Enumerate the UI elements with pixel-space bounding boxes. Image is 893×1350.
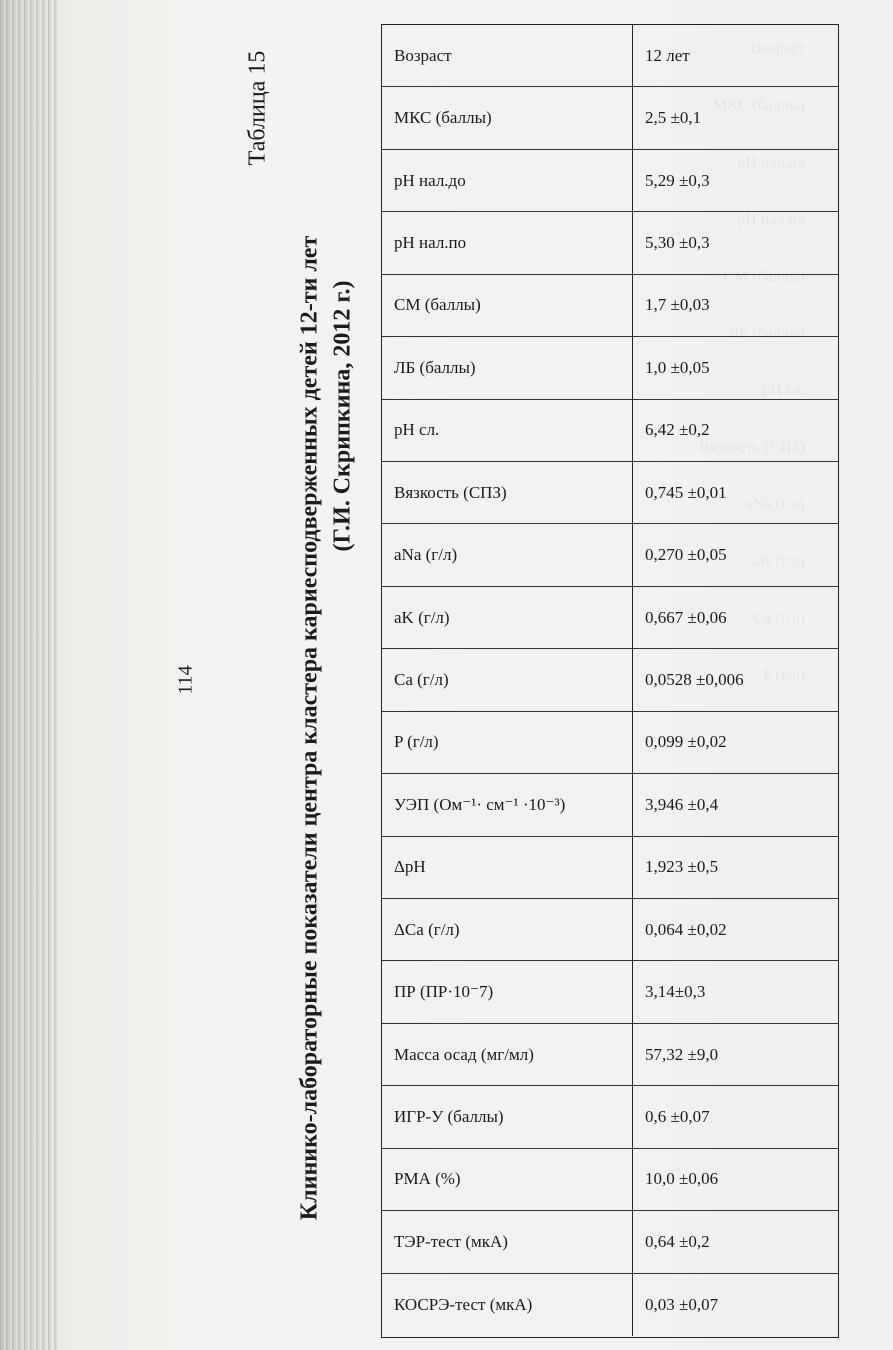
row-value: 0,099 ±0,02: [645, 732, 727, 752]
row-value: 0,64 ±0,2: [645, 1231, 710, 1251]
table-row: [382, 1149, 838, 1211]
row-value: 0,745 ±0,01: [645, 482, 727, 502]
row-label: pH нал.до: [382, 150, 633, 211]
row-value: 1,7 ±0,03: [645, 295, 710, 315]
row-value: 0,03 ±0,07: [645, 1294, 719, 1314]
table-row: [382, 1274, 838, 1336]
bleed-through: Возраст МКС (баллы) pH нал.до pH нал.по СМ (баллы) ЛБ (баллы) pH сл. Вязкость (СПЗ) aNa (г/л) aK (г/л) Ca (г/л) P (г/л): [699, 39, 805, 684]
table-row: [382, 150, 838, 212]
row-value: 0,064 ±0,02: [645, 919, 727, 939]
table-row: [382, 212, 838, 274]
row-label: ΔpH: [382, 837, 633, 898]
table-row: [382, 1024, 838, 1086]
row-label: aNa (г/л): [382, 524, 633, 585]
row-label: Вязкость (СПЗ): [382, 462, 633, 523]
row-value: 0,0528 ±0,006: [645, 669, 744, 689]
row-value: 2,5 ±0,1: [645, 108, 702, 128]
row-label: СМ (баллы): [382, 275, 633, 336]
table-row: [382, 524, 838, 586]
row-value: 10,0 ±0,06: [645, 1169, 719, 1189]
table-row: [382, 1086, 838, 1148]
row-label: aK (г/л): [382, 587, 633, 648]
table-row: [382, 337, 838, 399]
row-label: pH сл.: [382, 400, 633, 461]
table-row: [382, 649, 838, 711]
row-label: Возраст: [382, 25, 633, 86]
table-row: [382, 961, 838, 1023]
table-row: [382, 587, 838, 649]
row-value: 0,6 ±0,07: [645, 1106, 710, 1126]
row-label: Масса осад (мг/мл): [382, 1024, 633, 1085]
table-row: [382, 87, 838, 149]
table-row: [382, 774, 838, 836]
row-label: ПР (ПР·10⁻7): [382, 961, 633, 1022]
row-label: ИГР-У (баллы): [382, 1086, 633, 1147]
row-label: ТЭР-тест (мкА): [382, 1211, 633, 1272]
row-label: КОСРЭ-тест (мкА): [382, 1274, 633, 1336]
row-value: 3,946 ±0,4: [645, 794, 719, 814]
row-label: pH нал.по: [382, 212, 633, 273]
row-value: 0,667 ±0,06: [645, 607, 727, 627]
row-value: 3,14±0,3: [645, 982, 706, 1002]
row-label: РМА (%): [382, 1149, 633, 1210]
book-binding-edge: [0, 0, 60, 1350]
table-row: [382, 275, 838, 337]
row-value: 12 лет: [645, 45, 690, 65]
row-value: 6,42 ±0,2: [645, 420, 710, 440]
row-value: 0,270 ±0,05: [645, 545, 727, 565]
table-row: [382, 712, 838, 774]
table-label: Таблица 15: [244, 50, 271, 166]
table-row: [382, 1211, 838, 1273]
row-label: Ca (г/л): [382, 649, 633, 710]
data-table: [381, 24, 839, 1338]
table-row: [382, 899, 838, 961]
table-row: [382, 25, 838, 87]
table-row: [382, 462, 838, 524]
table-row: [382, 400, 838, 462]
table-row: [382, 837, 838, 899]
row-value: 1,923 ±0,5: [645, 857, 719, 877]
table-title-line1: Клинико-лабораторные показатели центра кластера кариесподверженных детей 12-ти лет: [296, 235, 323, 1221]
row-label: МКС (баллы): [382, 87, 633, 148]
row-label: ΔCa (г/л): [382, 899, 633, 960]
row-label: ЛБ (баллы): [382, 337, 633, 398]
page-number: 114: [174, 665, 197, 695]
row-label: P (г/л): [382, 712, 633, 773]
table-title-line2: (Г.И. Скрипкина, 2012 г.): [329, 280, 356, 552]
row-value: 5,29 ±0,3: [645, 170, 710, 190]
row-value: 1,0 ±0,05: [645, 357, 710, 377]
row-label: УЭП (Ом⁻¹· см⁻¹ ·10⁻³): [382, 774, 633, 835]
row-value: 57,32 ±9,0: [645, 1044, 719, 1064]
row-value: 5,30 ±0,3: [645, 232, 710, 252]
